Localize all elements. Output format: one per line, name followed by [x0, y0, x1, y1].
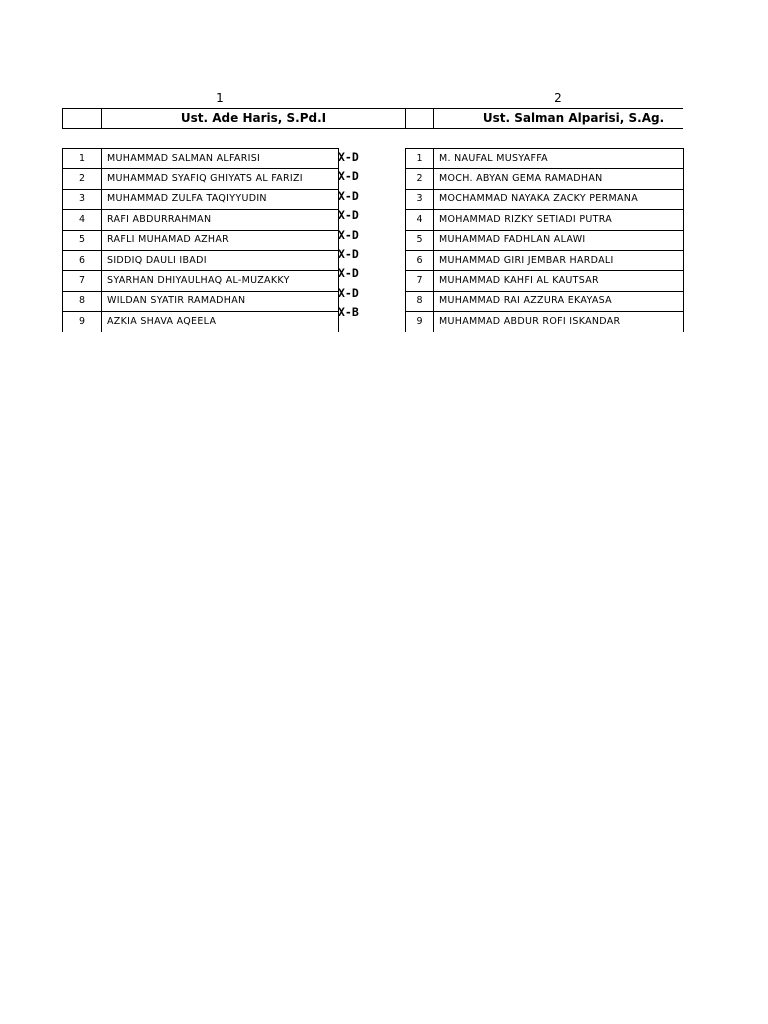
group-2-teacher-name: Ust. Salman Alparisi, S.Ag.: [482, 111, 665, 125]
group-1-number: 1: [216, 91, 224, 105]
student-name: SYARHAN DHIYAULHAQ AL-MUZAKKY: [102, 271, 339, 291]
class-label: X-B: [338, 305, 359, 320]
group-1-header-cell: [101, 108, 406, 129]
group-2-header-blank-cell: [405, 108, 434, 129]
student-name: RAFLI MUHAMAD AZHAR: [102, 230, 339, 250]
row-number: 9: [63, 312, 102, 332]
student-name: M. NAUFAL MUSYAFFA: [434, 149, 684, 169]
group-1-header-blank-cell: [62, 108, 102, 129]
table-row: [63, 250, 339, 270]
student-name: SIDDIQ DAULI IBADI: [102, 250, 339, 270]
row-number: 3: [406, 189, 434, 209]
table-row: [406, 250, 684, 270]
student-name: MUHAMMAD FADHLAN ALAWI: [434, 230, 684, 250]
group-1-class-column: [338, 148, 372, 323]
table-row: [406, 230, 684, 250]
row-number: 5: [406, 230, 434, 250]
group-1-teacher-name: Ust. Ade Haris, S.Pd.I: [180, 111, 327, 125]
table-row: [63, 210, 339, 230]
student-name: MUHAMMAD RAI AZZURA EKAYASA: [434, 291, 684, 311]
student-name: MUHAMMAD SALMAN ALFARISI: [102, 149, 339, 169]
student-name: MOHAMMAD RIZKY SETIADI PUTRA: [434, 210, 684, 230]
row-number: 2: [406, 169, 434, 189]
class-label: X-D: [338, 150, 359, 164]
student-name: MOCH. ABYAN GEMA RAMADHAN: [434, 169, 684, 189]
student-name: RAFI ABDURRAHMAN: [102, 210, 339, 230]
student-name: MUHAMMAD ABDUR ROFI ISKANDAR: [434, 312, 684, 332]
table-row: [63, 230, 339, 250]
table-row: [406, 291, 684, 311]
row-number: 4: [406, 210, 434, 230]
row-number: 1: [63, 149, 102, 169]
table-row: [406, 210, 684, 230]
group-1-student-table: [62, 148, 339, 332]
student-name: MUHAMMAD KAHFI AL KAUTSAR: [434, 271, 684, 291]
class-label: X-D: [338, 266, 359, 281]
group-2-student-rows: [406, 149, 684, 332]
row-number: 1: [406, 149, 434, 169]
group-2-number: 2: [554, 91, 562, 105]
row-number: 4: [63, 210, 102, 230]
table-row: [63, 169, 339, 189]
row-number: 5: [63, 230, 102, 250]
row-number: 8: [63, 291, 102, 311]
class-label: X-D: [338, 285, 359, 300]
group-2-header-cell: [433, 108, 683, 129]
table-row: [406, 149, 684, 169]
row-number: 8: [406, 291, 434, 311]
table-row: [63, 149, 339, 169]
table-row: [63, 312, 339, 332]
row-number: 2: [63, 169, 102, 189]
row-number: 6: [63, 250, 102, 270]
row-number: 7: [406, 271, 434, 291]
table-row: [63, 271, 339, 291]
student-name: WILDAN SYATIR RAMADHAN: [102, 291, 339, 311]
class-label: X-D: [338, 188, 359, 203]
group-2-student-table: [405, 148, 684, 332]
row-number: 6: [406, 250, 434, 270]
row-number: 9: [406, 312, 434, 332]
student-name: MUHAMMAD GIRI JEMBAR HARDALI: [434, 250, 684, 270]
row-number: 3: [63, 189, 102, 209]
table-row: [406, 189, 684, 209]
class-label: X-D: [338, 227, 359, 242]
class-label: X-D: [338, 208, 359, 223]
table-row: [406, 169, 684, 189]
student-name: MOCHAMMAD NAYAKA ZACKY PERMANA: [434, 189, 684, 209]
group-1-student-rows: [63, 149, 339, 332]
student-name: AZKIA SHAVA AQEELA: [102, 312, 339, 332]
class-label: X-D: [338, 246, 359, 261]
class-label: X-D: [338, 169, 359, 184]
row-number: 7: [63, 271, 102, 291]
table-row: [63, 189, 339, 209]
student-name: MUHAMMAD ZULFA TAQIYYUDIN: [102, 189, 339, 209]
student-name: MUHAMMAD SYAFIQ GHIYATS AL FARIZI: [102, 169, 339, 189]
table-row: [63, 291, 339, 311]
table-row: [406, 312, 684, 332]
table-row: [406, 271, 684, 291]
